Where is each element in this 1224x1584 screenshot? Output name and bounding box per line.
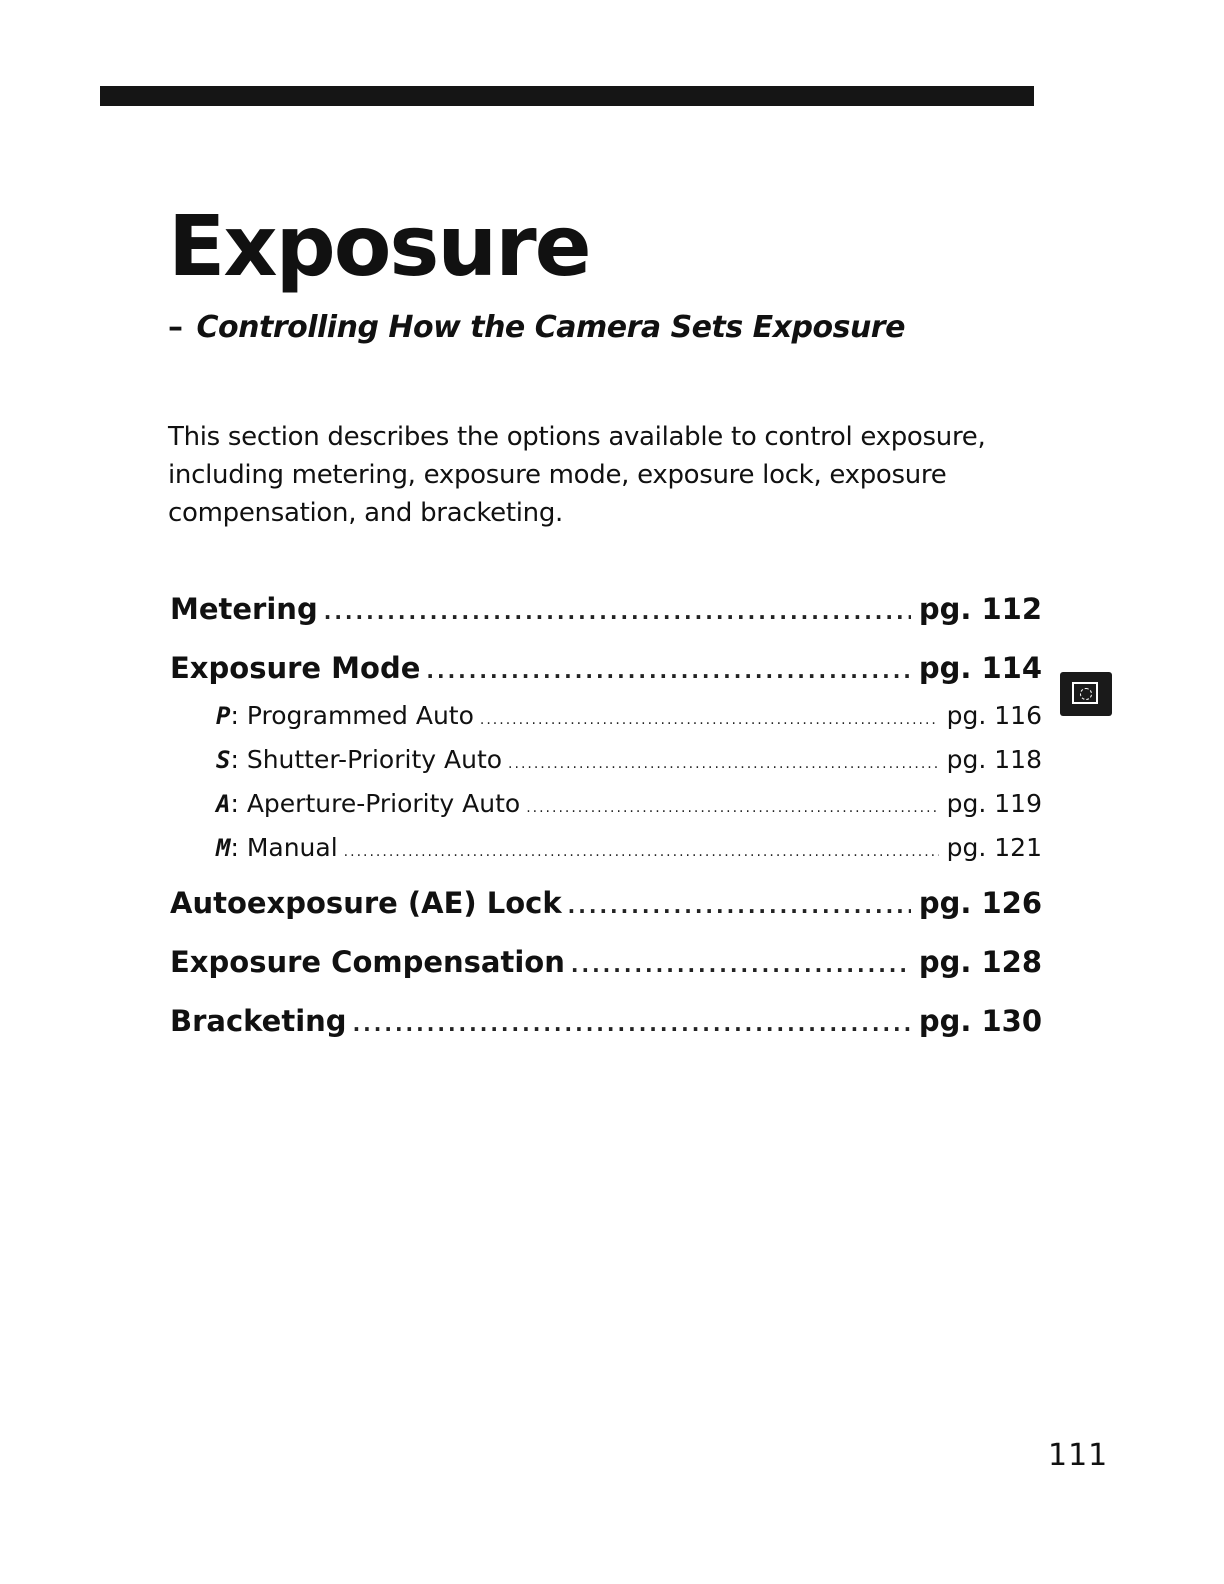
toc-entry-metering[interactable] [170,580,1042,639]
toc-entry-exposure-compensation[interactable] [170,933,1042,992]
toc-page-ref: pg. 121 [946,833,1042,862]
toc-label: Exposure Mode [170,651,421,685]
mode-a-icon: A [216,790,231,818]
toc-label: Exposure Compensation [170,945,565,979]
toc-leader [571,936,911,995]
toc-leader [353,995,911,1054]
table-of-contents [170,580,1042,1051]
toc-leader [568,877,911,936]
chapter-title: Exposure [168,197,590,295]
toc-entry-ae-lock[interactable] [170,874,1042,933]
chapter-tab [1060,672,1112,716]
toc-page-ref: pg. 118 [946,745,1042,774]
page-number: 111 [1048,1438,1109,1473]
subtitle-text: Controlling How the Camera Sets Exposure [196,310,905,345]
toc-label: Autoexposure (AE) Lock [170,886,562,920]
toc-page-ref: pg. 126 [918,886,1042,920]
mode-m-icon: M [216,834,231,862]
toc-page-ref: pg. 114 [918,651,1042,685]
toc-leader [426,642,910,701]
toc-entry-exposure-mode[interactable] [170,639,1042,698]
metering-icon [1072,682,1098,704]
toc-leader [324,583,911,642]
toc-label: : Shutter-Priority Auto [230,745,503,774]
toc-entry-shutter-priority[interactable] [170,738,1042,782]
toc-entry-manual[interactable] [170,826,1042,870]
toc-entry-programmed-auto[interactable] [170,694,1042,738]
toc-label: : Manual [230,833,338,862]
mode-s-icon: S [216,746,231,774]
toc-label: Metering [170,592,318,626]
header-rule [100,86,1034,106]
mode-p-icon: P [216,702,231,730]
toc-leader [344,830,939,874]
chapter-subtitle [168,310,905,346]
subtitle-dash: – [168,310,183,345]
toc-page-ref: pg. 116 [946,701,1042,730]
toc-leader [526,786,938,830]
toc-leader [508,742,939,786]
toc-page-ref: pg. 128 [918,945,1042,979]
toc-entry-aperture-priority[interactable] [170,782,1042,826]
toc-page-ref: pg. 119 [946,789,1042,818]
toc-entry-bracketing[interactable] [170,992,1042,1051]
toc-page-ref: pg. 130 [918,1004,1042,1038]
toc-leader [480,698,939,742]
toc-label: : Programmed Auto [230,701,474,730]
toc-label: Bracketing [170,1004,347,1038]
toc-page-ref: pg. 112 [918,592,1042,626]
toc-label: : Aperture-Priority Auto [230,789,521,818]
intro-paragraph: This section describes the options available to control exposure, including metering, exposure mode, exposure lock, exposure compensation, and bracketing. [168,422,986,528]
